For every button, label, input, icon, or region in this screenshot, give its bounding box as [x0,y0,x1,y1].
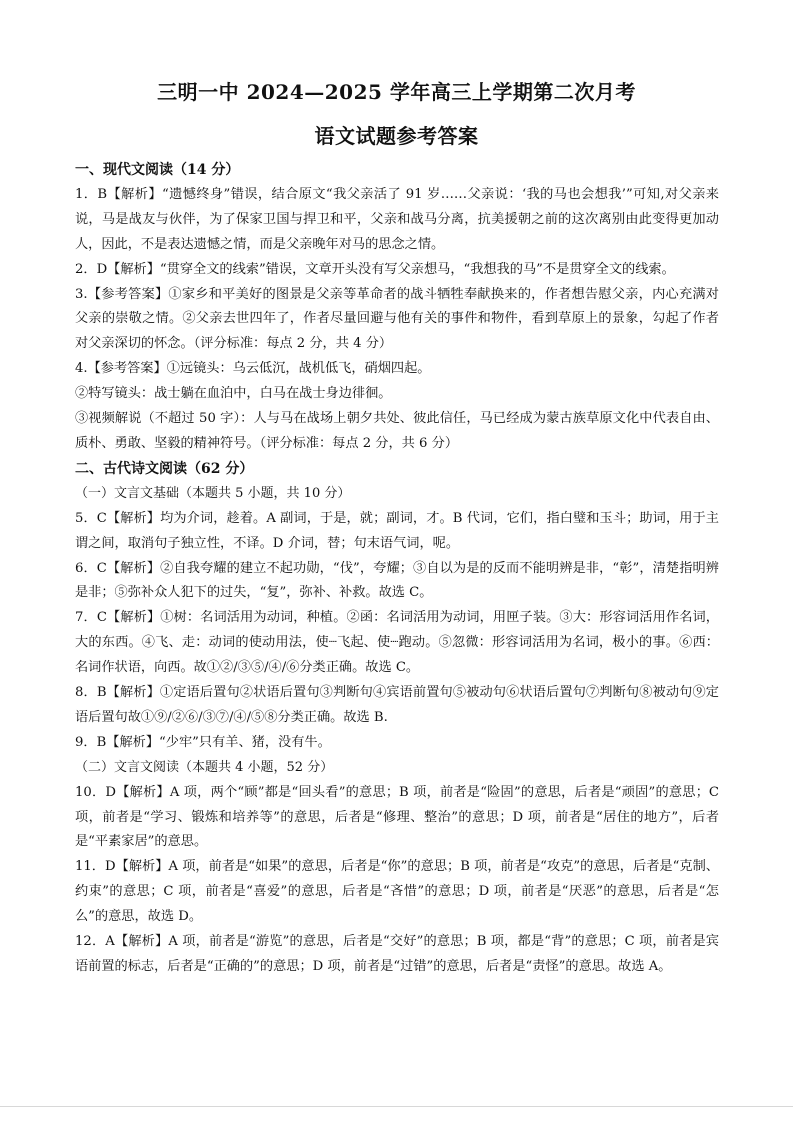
answer-item-12: 12．A【解析】A 项，前者是“游览”的意思，后者是“交好”的意思；B 项，都是“背”的意思；C 项，前者是宾语前置的标志，后者是“正确的”的意思；D 项，前者是“过错”的意思，后者是“责怪”的意思。故选 A。 [75,934,719,974]
answer-item-4-part-1: 4.【参考答案】①远镜头：乌云低沉，战机低飞，硝烟四起。 [75,361,431,377]
answer-item-1: 1．B【解析】“遗憾终身”错误，结合原文“我父亲活了 91 岁……父亲说：‘我的马也会想我’”可知,对父亲来说，马是战友与伙伴，为了保家卫国与捍卫和平，父亲和战马分离，抗美援朝之前的这次离别由此变得更加动人，因此，不是表达遗憾之情，而是父亲晚年对马的思念之情。 [75,186,719,252]
answer-item-9: 9．B【解析】“少牢”只有羊、猪，没有牛。 [75,734,331,750]
answer-item-5: 5．C【解析】均为介词，趁着。A 副词，于是，就；副词，才。B 代词，它们，指白璧和玉斗；助词，用于主谓之间，取消句子独立性，不译。D 介词，替；句末语气词，呢。 [75,510,719,551]
answer-item-2: 2．D【解析】“贯穿全文的线索”错误，文章开头没有写父亲想马，“我想我的马”不是贯穿全文的线索。 [75,261,675,277]
subsection-heading-basics: （一）文言文基础（本题共 5 小题，共 10 分） [75,485,351,501]
answer-content [75,158,719,980]
answer-item-3: 3.【参考答案】①家乡和平美好的图景是父亲等革命者的战斗牺牲奉献换来的，作者想告慰父亲，内心充满对父亲的崇敬之情。②父亲去世四年了，作者尽量回避与他有关的事件和物件，看到草原上的景象，勾起了作者对父亲深切的怀念。（评分标准：每点 2 分，共 4 分） [75,286,719,352]
answer-item-7: 7．C【解析】①树：名词活用为动词，种植。②函：名词活用为动词，用匣子装。③大：形容词活用作名词，大的东西。④飞、走：动词的使动用法，使┈飞起、使┈跑动。⑤忽微：形容词活用为名词，极小的事。⑥西：名词作状语，向西。故①②/③⑤/④/⑥分类正确。故选 C。 [75,610,719,676]
document-title: 三明一中 2024—2025 学年高三上学期第二次月考 [157,80,636,104]
subsection-heading-classical-text: （二）文言文阅读（本题共 4 小题，52 分） [75,759,334,775]
section-heading-classical-reading: 二、古代诗文阅读（62 分） [75,460,254,477]
section-heading-modern-reading: 一、现代文阅读（14 分） [75,162,240,178]
answer-item-6: 6．C【解析】②自我夸耀的建立不起功勋，“伐”，夸耀；③自以为是的反而不能明辨是非，“彰”，清楚指明辨是非；⑤弥补众人犯下的过失，“复”，弥补、补救。故选 C。 [75,560,719,601]
answer-item-4-part-2: ②特写镜头：战士躺在血泊中，白马在战士身边徘徊。 [75,386,392,402]
page-bottom-divider [0,1106,793,1107]
answer-item-8: 8．B【解析】①定语后置句②状语后置句③判断句④宾语前置句⑤被动句⑥状语后置句⑦判断句⑧被动句⑨定语后置句故①⑨/②⑥/③⑦/④/⑤⑧分类正确。故选 B. [75,685,719,725]
answer-item-11: 11．D【解析】A 项，前者是“如果”的意思，后者是“你”的意思；B 项，前者是“攻克”的意思，后者是“克制、约束”的意思；C 项，前者是“喜爱”的意思，后者是“吝惜”的意思；D 项，前者是“厌恶”的意思，后者是“怎么”的意思，故选 D。 [75,859,719,925]
answer-item-10: 10．D【解析】A 项，两个“顾”都是“回头看”的意思；B 项，前者是“险固”的意思，后者是“顽固”的意思；C 项，前者是“学习、锻炼和培养等”的意思，后者是“修理、整治”的意思；D 项，前者是“居住的地方”，后者是“平素家居”的意思。 [75,784,719,850]
document-subtitle: 语文试题参考答案 [314,124,479,148]
answer-item-4-part-3: ③视频解说（不超过 50 字）：人与马在战场上朝夕共处、彼此信任，马已经成为蒙古族草原文化中代表自由、质朴、勇敢、坚毅的精神符号。（评分标准：每点 2 分，共 6 分） [75,411,719,451]
